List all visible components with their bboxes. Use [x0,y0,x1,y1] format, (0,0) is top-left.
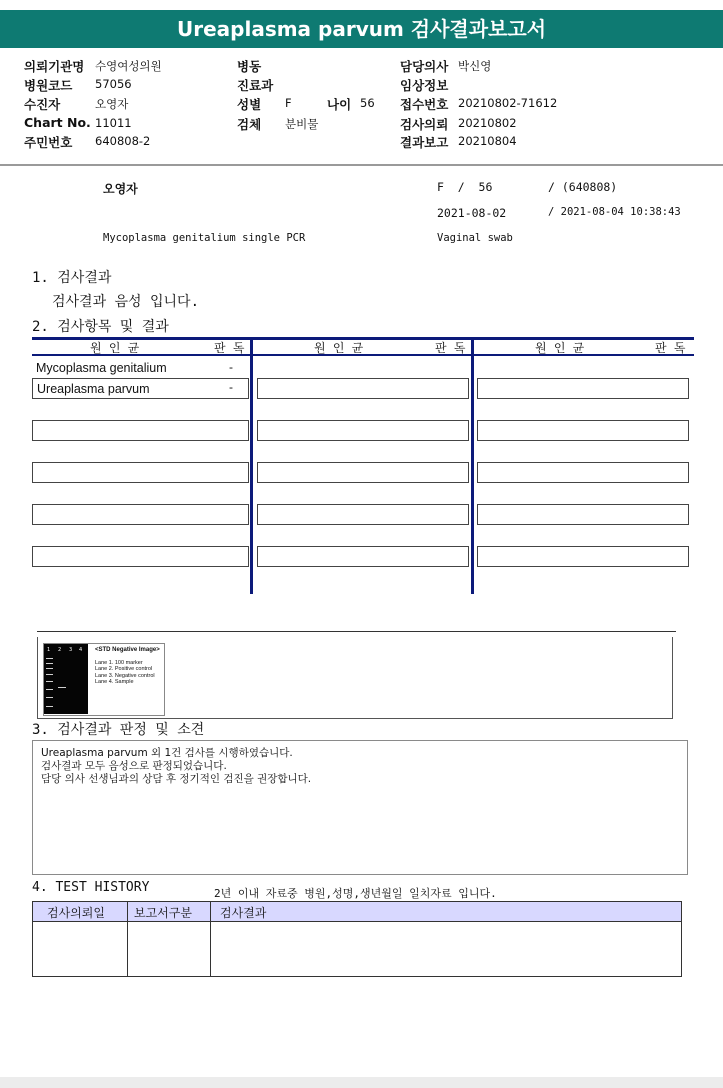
institution-value: 수영여성의원 [95,59,162,73]
result-cell [32,504,249,525]
result-cell [32,546,249,567]
gel-band [46,668,53,669]
history-note: 2년 이내 자료중 병원,성명,생년월일 일치자료 입니다. [214,887,497,900]
gel-band [46,689,53,690]
receipt-number-value: 20210802-71612 [458,96,558,110]
sex-value: F [285,96,292,110]
result-cell [257,504,469,525]
report-date-label: 결과보고 [400,135,449,150]
gel-electrophoresis-image [44,644,88,714]
opinion-line: Ureaplasma parvum 외 1건 검사를 시행하였습니다. [41,747,293,759]
summary-name: 오영자 [103,182,138,196]
summary-birth: / (640808) [548,180,618,194]
gel-legend-item: Lane 4. Sample [95,679,134,686]
receipt-number-label: 접수번호 [400,97,449,112]
result-cell [257,462,469,483]
chart-label: Chart No. [24,115,91,130]
history-col-divider [127,902,128,976]
result-cell [257,546,469,567]
table-column-divider [250,340,253,594]
result-cell [257,378,469,399]
result-cell [32,420,249,441]
gel-legend-item: Lane 2. Positive control [95,666,153,673]
history-col-report-type: 보고서구분 [134,906,192,920]
gel-band [58,687,66,688]
request-date-label: 검사의뢰 [400,117,449,132]
opinion-box [32,740,688,875]
history-col-result: 검사결과 [220,906,267,920]
dept-label: 진료과 [237,78,274,93]
patient-label: 수진자 [24,97,61,112]
history-table-header [33,902,681,922]
summary-specimen: Vaginal swab [437,232,513,244]
gel-band [46,697,53,698]
clinical-info-label: 임상정보 [400,78,449,93]
opinion-line: 검사결과 모두 음성으로 판정되었습니다. [41,760,227,772]
column-judgement: 판 독 [214,341,245,355]
ward-label: 병동 [237,59,262,74]
section4-heading: 4. TEST HISTORY [32,880,150,895]
specimen-label: 검체 [237,117,262,132]
report-header [0,52,723,166]
result-value: - [229,360,233,374]
history-col-divider [210,902,211,976]
sex-label: 성별 [237,97,262,112]
doctor-value: 박신영 [458,59,492,73]
request-date-value: 20210802 [458,116,517,130]
summary-test-name: Mycoplasma genitalium single PCR [103,232,306,244]
section1-heading: 1. 검사결과 [32,270,112,286]
opinion-line: 담당 의사 선생님과의 상담 후 정기적인 검진을 권장합니다. [41,773,312,785]
summary-datetime: / 2021-08-04 10:38:43 [548,206,681,218]
gel-band [46,658,53,659]
column-organism: 원 인 균 [314,341,364,355]
column-organism: 원 인 균 [535,341,585,355]
gel-band [46,706,53,707]
hospital-code-label: 병원코드 [24,78,73,93]
report-title: Ureaplasma parvum 검사결과보고서 [0,10,723,48]
footer-bar [0,1077,723,1088]
specimen-value: 분비물 [285,117,319,131]
gel-legend-item: Lane 1. 100 marker [95,659,143,666]
section1-result-text: 검사결과 음성 입니다. [52,294,200,310]
result-cell [477,504,689,525]
gel-lane-number: 4 [79,647,83,653]
result-cell [257,420,469,441]
report-date-value: 20210804 [458,134,517,148]
gel-band [46,663,53,664]
result-cell [477,546,689,567]
result-value: - [229,380,233,394]
result-cell [32,462,249,483]
institution-label: 의뢰기관명 [24,59,85,74]
id-label: 주민번호 [24,135,73,150]
section2-heading: 2. 검사항목 및 결과 [32,319,169,335]
summary-sex-age: F / 56 [437,180,493,194]
gel-band [46,681,53,682]
gel-legend-item: Lane 3. Negative control [95,672,155,679]
column-judgement: 판 독 [435,341,466,355]
column-judgement: 판 독 [655,341,686,355]
history-col-request-date: 검사의뢰일 [47,906,105,920]
result-cell [477,378,689,399]
section3-heading: 3. 검사결과 판정 및 소견 [32,722,205,738]
column-organism: 원 인 균 [90,341,140,355]
gel-title: <STD Negative Image> [95,647,160,653]
gel-caption [95,647,160,685]
result-organism: Ureaplasma parvum [37,382,150,396]
gel-lane-number: 2 [58,647,62,653]
summary-date: 2021-08-02 [437,206,507,220]
gel-lane-number: 3 [69,647,73,653]
age-label: 나이 [327,97,352,112]
gel-band [46,674,53,675]
result-cell [477,462,689,483]
gel-lane-number: 1 [47,647,51,653]
patient-value: 오영자 [95,97,129,111]
age-value: 56 [360,96,375,110]
id-value: 640808-2 [95,134,151,148]
history-table [32,901,682,977]
doctor-label: 담당의사 [400,59,449,74]
hospital-code-value: 57056 [95,77,132,91]
table-column-divider [471,340,474,594]
result-cell [477,420,689,441]
result-organism: Mycoplasma genitalium [36,361,167,375]
gel-top-rule [37,631,676,632]
chart-value: 11011 [95,116,132,130]
